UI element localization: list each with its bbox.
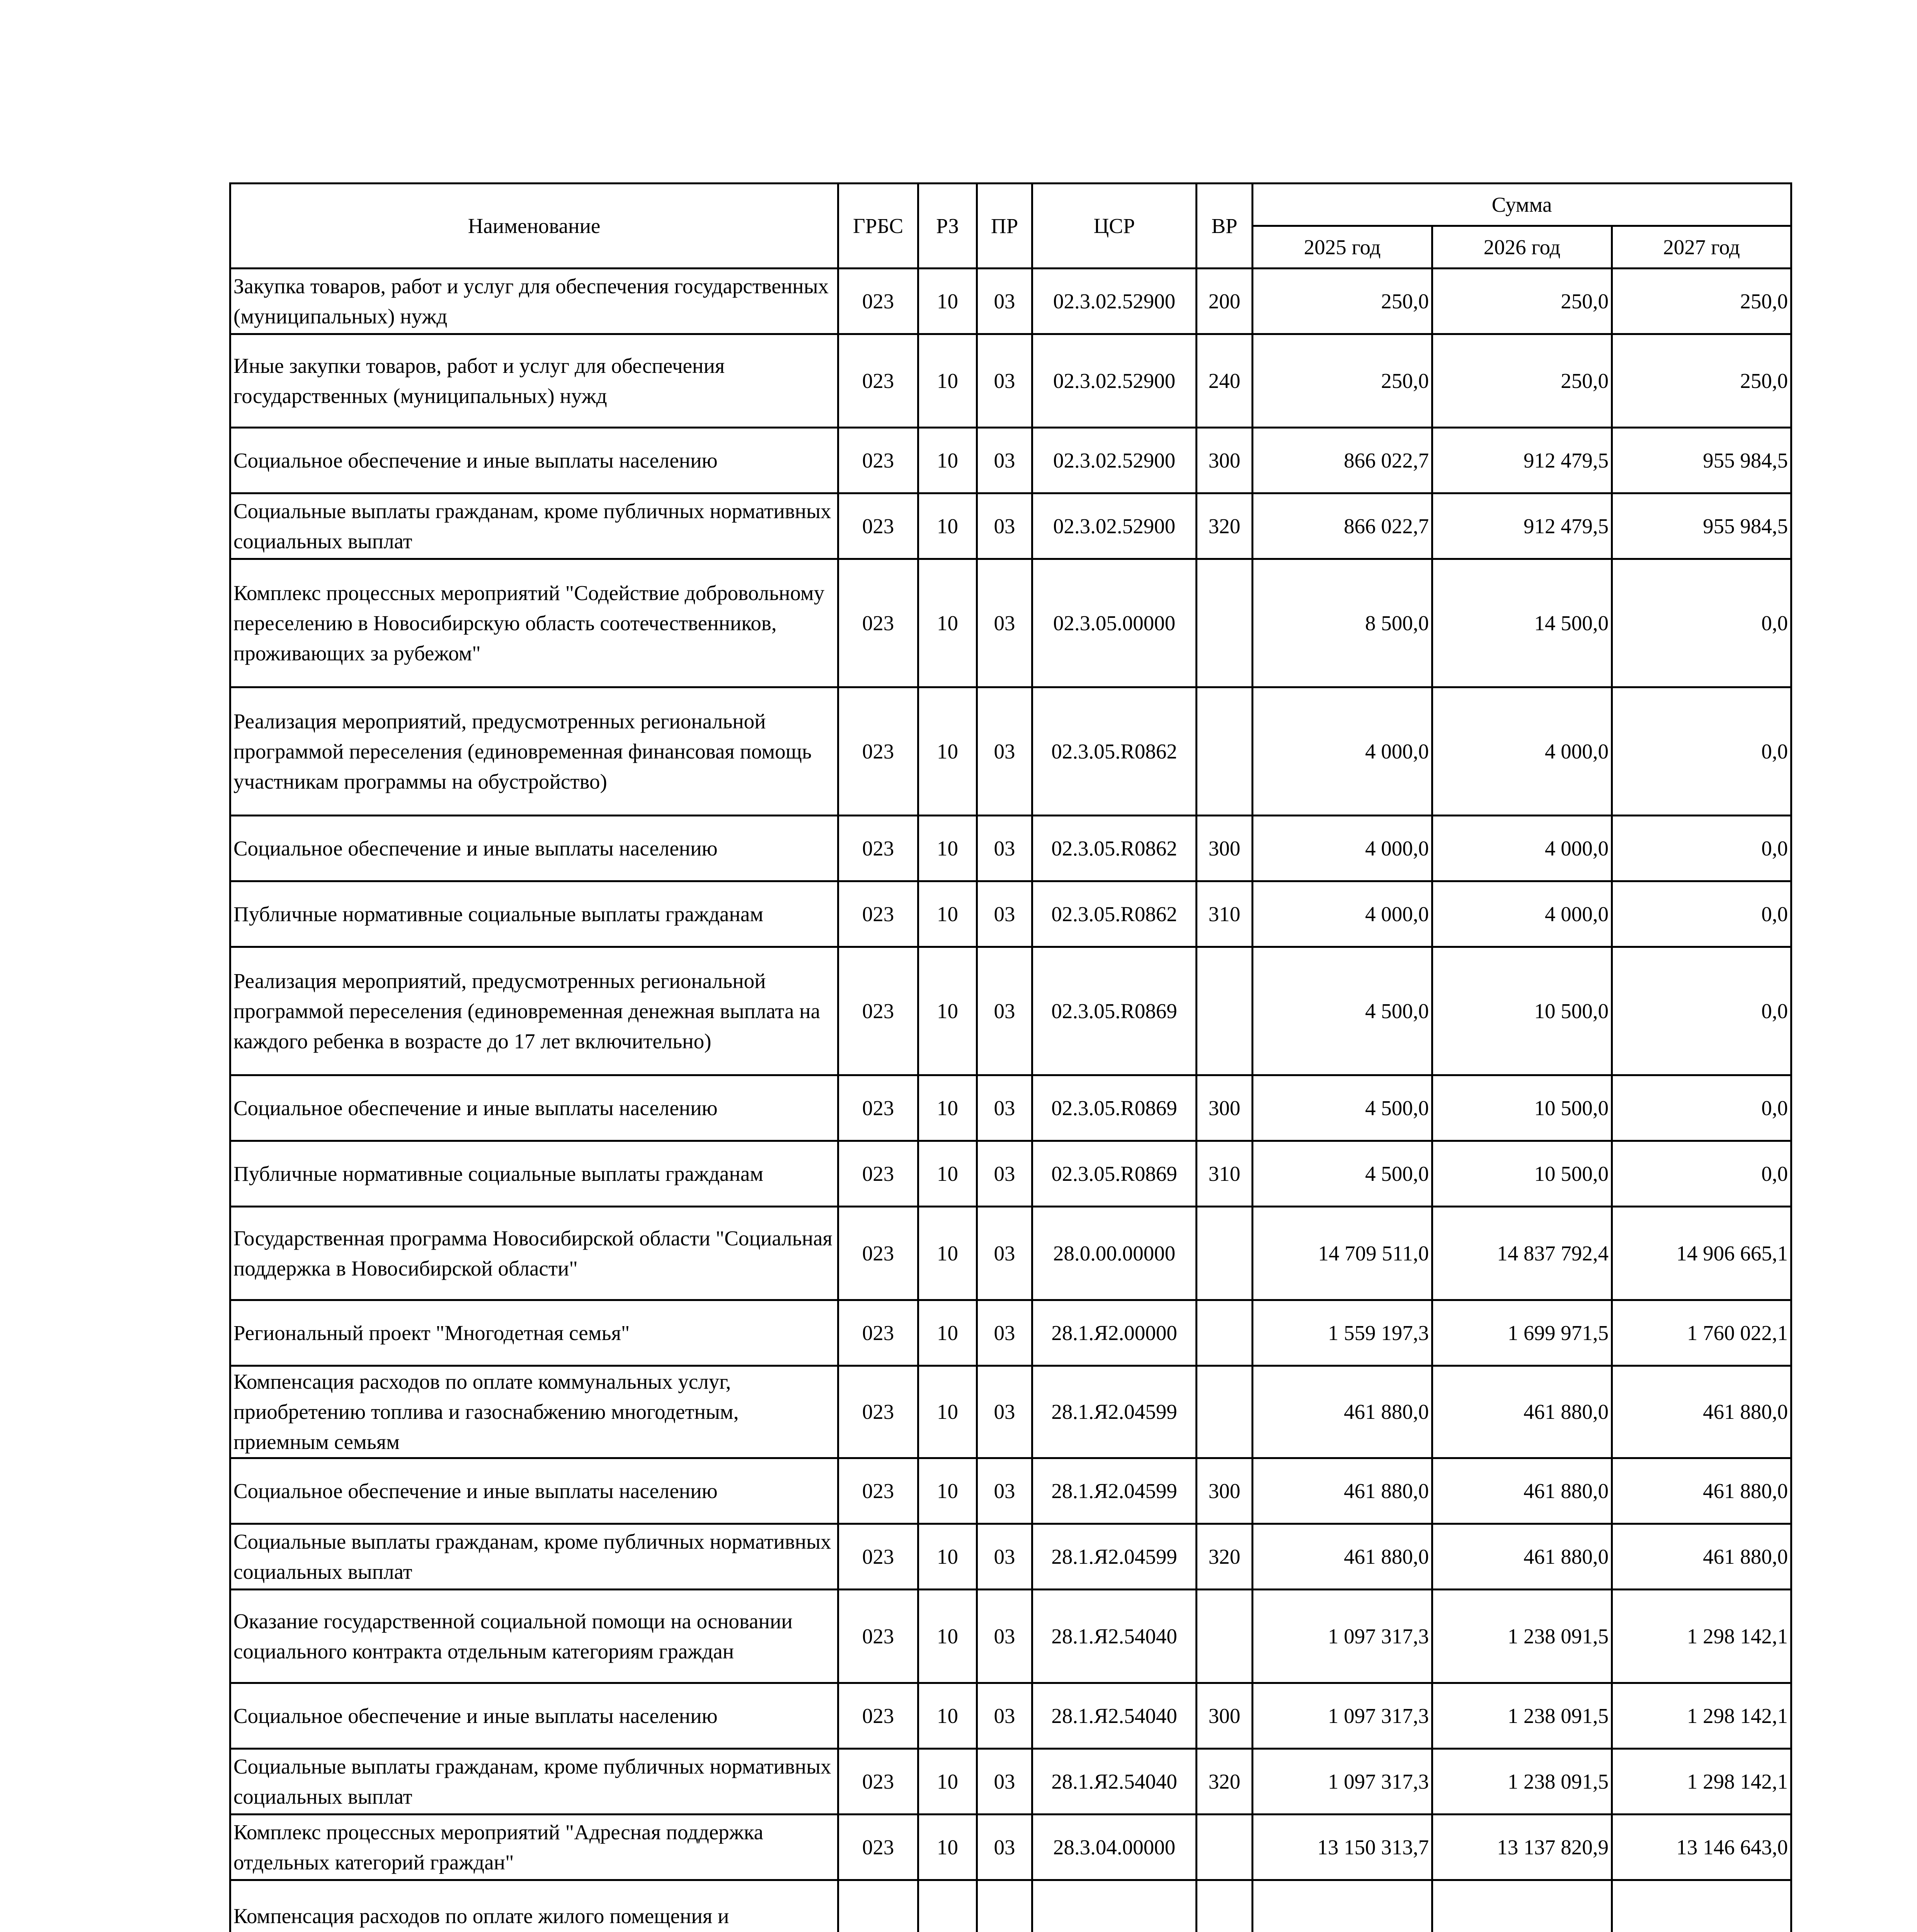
- header-name: Наименование: [230, 184, 838, 269]
- table-row: [230, 1815, 1791, 1880]
- cell-grbs: 023: [838, 947, 918, 1075]
- cell-2025: 4 000,0: [1253, 881, 1432, 947]
- cell-2027: 0,0: [1612, 1075, 1791, 1141]
- cell-vr: [1197, 1207, 1253, 1300]
- cell-2027: 1 298 142,1: [1612, 1590, 1791, 1683]
- cell-name: Социальное обеспечение и иные выплаты населению: [230, 428, 838, 493]
- cell-rz: 10: [918, 1749, 977, 1815]
- cell-rz: 10: [918, 1590, 977, 1683]
- cell-grbs: [838, 1880, 918, 1932]
- cell-2026: 461 880,0: [1432, 1366, 1612, 1458]
- cell-2026: 250,0: [1432, 334, 1612, 428]
- table-row: [230, 1300, 1791, 1366]
- cell-2027: 14 906 665,1: [1612, 1207, 1791, 1300]
- header-year-2026: 2026 год: [1432, 226, 1612, 269]
- cell-2027: 0,0: [1612, 559, 1791, 687]
- cell-grbs: 023: [838, 1141, 918, 1207]
- cell-2027: 461 880,0: [1612, 1366, 1791, 1458]
- table-row: [230, 881, 1791, 947]
- table-row: [230, 1207, 1791, 1300]
- cell-pr: 03: [977, 1590, 1032, 1683]
- table-row: [230, 493, 1791, 559]
- cell-2026: 1 238 091,5: [1432, 1683, 1612, 1749]
- cell-pr: 03: [977, 428, 1032, 493]
- cell-name: Реализация мероприятий, предусмотренных региональной программой переселения (единовременная денежная выплата на каждого ребенка в возрасте до 17 лет включительно): [230, 947, 838, 1075]
- table-row: [230, 1458, 1791, 1524]
- cell-pr: 03: [977, 881, 1032, 947]
- cell-2025: 1 097 317,3: [1253, 1749, 1432, 1815]
- cell-csr: 02.3.05.R0869: [1032, 947, 1197, 1075]
- cell-rz: 10: [918, 1458, 977, 1524]
- cell-name: Социальное обеспечение и иные выплаты населению: [230, 816, 838, 881]
- cell-pr: 03: [977, 1207, 1032, 1300]
- cell-name: Компенсация расходов по оплате жилого помещения и: [230, 1880, 838, 1932]
- cell-csr: 28.3.04.00000: [1032, 1815, 1197, 1880]
- cell-vr: [1197, 1880, 1253, 1932]
- cell-vr: [1197, 1590, 1253, 1683]
- cell-csr: 02.3.05.R0862: [1032, 687, 1197, 816]
- cell-csr: 02.3.05.R0869: [1032, 1141, 1197, 1207]
- cell-2025: 4 000,0: [1253, 687, 1432, 816]
- cell-grbs: 023: [838, 687, 918, 816]
- cell-2026: 461 880,0: [1432, 1524, 1612, 1590]
- cell-csr: 02.3.05.00000: [1032, 559, 1197, 687]
- cell-rz: 10: [918, 1683, 977, 1749]
- cell-vr: 300: [1197, 816, 1253, 881]
- header-grbs: ГРБС: [838, 184, 918, 269]
- cell-2025: 250,0: [1253, 334, 1432, 428]
- cell-2025: 866 022,7: [1253, 493, 1432, 559]
- cell-rz: 10: [918, 947, 977, 1075]
- cell-csr: [1032, 1880, 1197, 1932]
- cell-vr: [1197, 1815, 1253, 1880]
- cell-rz: 10: [918, 428, 977, 493]
- cell-2026: 10 500,0: [1432, 947, 1612, 1075]
- cell-2025: 8 500,0: [1253, 559, 1432, 687]
- cell-2026: 912 479,5: [1432, 493, 1612, 559]
- cell-vr: 300: [1197, 1075, 1253, 1141]
- cell-grbs: 023: [838, 269, 918, 334]
- cell-2026: 13 137 820,9: [1432, 1815, 1612, 1880]
- cell-name: Социальное обеспечение и иные выплаты населению: [230, 1458, 838, 1524]
- table-row: [230, 1524, 1791, 1590]
- cell-vr: 320: [1197, 1524, 1253, 1590]
- budget-table: [229, 182, 1792, 1932]
- cell-name: Социальное обеспечение и иные выплаты населению: [230, 1683, 838, 1749]
- header-pr: ПР: [977, 184, 1032, 269]
- cell-pr: 03: [977, 816, 1032, 881]
- cell-name: Публичные нормативные социальные выплаты гражданам: [230, 1141, 838, 1207]
- cell-grbs: 023: [838, 1366, 918, 1458]
- cell-2025: 461 880,0: [1253, 1524, 1432, 1590]
- cell-2026: 4 000,0: [1432, 687, 1612, 816]
- cell-csr: 28.1.Я2.00000: [1032, 1300, 1197, 1366]
- cell-2027: 955 984,5: [1612, 428, 1791, 493]
- cell-name: Иные закупки товаров, работ и услуг для обеспечения государственных (муниципальных) нужд: [230, 334, 838, 428]
- cell-pr: 03: [977, 269, 1032, 334]
- cell-pr: 03: [977, 334, 1032, 428]
- cell-2025: 1 559 197,3: [1253, 1300, 1432, 1366]
- cell-pr: 03: [977, 1683, 1032, 1749]
- cell-name: Государственная программа Новосибирской области "Социальная поддержка в Новосибирской области": [230, 1207, 838, 1300]
- cell-name: Комплекс процессных мероприятий "Адресная поддержка отдельных категорий граждан": [230, 1815, 838, 1880]
- table-row: [230, 334, 1791, 428]
- cell-2026: 1 699 971,5: [1432, 1300, 1612, 1366]
- cell-pr: 03: [977, 1749, 1032, 1815]
- cell-grbs: 023: [838, 1207, 918, 1300]
- cell-pr: 03: [977, 1075, 1032, 1141]
- cell-csr: 02.3.02.52900: [1032, 428, 1197, 493]
- cell-2025: 866 022,7: [1253, 428, 1432, 493]
- header-rz: РЗ: [918, 184, 977, 269]
- cell-2025: 461 880,0: [1253, 1366, 1432, 1458]
- cell-csr: 02.3.02.52900: [1032, 334, 1197, 428]
- cell-2026: 10 500,0: [1432, 1075, 1612, 1141]
- cell-2027: 0,0: [1612, 687, 1791, 816]
- cell-grbs: 023: [838, 1300, 918, 1366]
- table-row: [230, 1749, 1791, 1815]
- cell-grbs: 023: [838, 881, 918, 947]
- cell-vr: [1197, 687, 1253, 816]
- table-row: [230, 947, 1791, 1075]
- table-row: [230, 1880, 1791, 1932]
- cell-2025: 1 097 317,3: [1253, 1683, 1432, 1749]
- cell-pr: 03: [977, 1366, 1032, 1458]
- cell-2026: 4 000,0: [1432, 881, 1612, 947]
- table-row: [230, 687, 1791, 816]
- cell-name: Социальные выплаты гражданам, кроме публичных нормативных социальных выплат: [230, 1749, 838, 1815]
- cell-pr: 03: [977, 947, 1032, 1075]
- cell-2027: 250,0: [1612, 269, 1791, 334]
- cell-pr: 03: [977, 687, 1032, 816]
- cell-grbs: 023: [838, 1590, 918, 1683]
- table-row: [230, 1366, 1791, 1458]
- cell-rz: 10: [918, 881, 977, 947]
- cell-2027: 955 984,5: [1612, 493, 1791, 559]
- cell-2026: 1 238 091,5: [1432, 1590, 1612, 1683]
- cell-2027: 1 760 022,1: [1612, 1300, 1791, 1366]
- cell-vr: 240: [1197, 334, 1253, 428]
- cell-name: Комплекс процессных мероприятий "Содействие добровольному переселению в Новосибирскую область соотечественников, проживающих за рубежом": [230, 559, 838, 687]
- cell-2026: 10 500,0: [1432, 1141, 1612, 1207]
- cell-rz: 10: [918, 1300, 977, 1366]
- cell-rz: 10: [918, 493, 977, 559]
- cell-pr: 03: [977, 1300, 1032, 1366]
- cell-2027: 13 146 643,0: [1612, 1815, 1791, 1880]
- cell-rz: 10: [918, 269, 977, 334]
- cell-rz: [918, 1880, 977, 1932]
- cell-2025: 4 500,0: [1253, 1075, 1432, 1141]
- cell-2027: 0,0: [1612, 1141, 1791, 1207]
- table-row: [230, 1683, 1791, 1749]
- cell-csr: 28.1.Я2.54040: [1032, 1683, 1197, 1749]
- cell-vr: 300: [1197, 1683, 1253, 1749]
- cell-rz: 10: [918, 816, 977, 881]
- cell-2026: 250,0: [1432, 269, 1612, 334]
- cell-grbs: 023: [838, 428, 918, 493]
- table-row: [230, 1141, 1791, 1207]
- cell-vr: 320: [1197, 493, 1253, 559]
- cell-vr: 300: [1197, 428, 1253, 493]
- cell-vr: 310: [1197, 881, 1253, 947]
- cell-name: Социальные выплаты гражданам, кроме публичных нормативных социальных выплат: [230, 1524, 838, 1590]
- cell-rz: 10: [918, 1366, 977, 1458]
- cell-2027: 461 880,0: [1612, 1458, 1791, 1524]
- cell-rz: 10: [918, 559, 977, 687]
- cell-grbs: 023: [838, 816, 918, 881]
- cell-vr: [1197, 947, 1253, 1075]
- cell-pr: 03: [977, 1815, 1032, 1880]
- cell-grbs: 023: [838, 1683, 918, 1749]
- cell-2027: 1 298 142,1: [1612, 1749, 1791, 1815]
- cell-csr: 02.3.05.R0862: [1032, 816, 1197, 881]
- header-year-2025: 2025 год: [1253, 226, 1432, 269]
- cell-2027: [1612, 1880, 1791, 1932]
- cell-pr: 03: [977, 1141, 1032, 1207]
- cell-2025: 461 880,0: [1253, 1458, 1432, 1524]
- table-body: [230, 269, 1791, 1932]
- cell-2027: 1 298 142,1: [1612, 1683, 1791, 1749]
- cell-csr: 28.1.Я2.54040: [1032, 1749, 1197, 1815]
- cell-rz: 10: [918, 1141, 977, 1207]
- cell-vr: [1197, 559, 1253, 687]
- cell-2026: [1432, 1880, 1612, 1932]
- cell-2025: 4 500,0: [1253, 1141, 1432, 1207]
- cell-csr: 28.1.Я2.04599: [1032, 1458, 1197, 1524]
- cell-name: Закупка товаров, работ и услуг для обеспечения государственных (муниципальных) нужд: [230, 269, 838, 334]
- cell-2026: 14 500,0: [1432, 559, 1612, 687]
- cell-name: Региональный проект "Многодетная семья": [230, 1300, 838, 1366]
- table-row: [230, 559, 1791, 687]
- cell-grbs: 023: [838, 1524, 918, 1590]
- cell-2026: 14 837 792,4: [1432, 1207, 1612, 1300]
- cell-grbs: 023: [838, 1749, 918, 1815]
- cell-vr: 310: [1197, 1141, 1253, 1207]
- cell-rz: 10: [918, 1815, 977, 1880]
- cell-grbs: 023: [838, 493, 918, 559]
- cell-vr: 300: [1197, 1458, 1253, 1524]
- cell-grbs: 023: [838, 334, 918, 428]
- cell-2025: 1 097 317,3: [1253, 1590, 1432, 1683]
- cell-2025: [1253, 1880, 1432, 1932]
- cell-csr: 02.3.05.R0862: [1032, 881, 1197, 947]
- cell-2025: 4 500,0: [1253, 947, 1432, 1075]
- header-year-2027: 2027 год: [1612, 226, 1791, 269]
- cell-csr: 28.1.Я2.04599: [1032, 1366, 1197, 1458]
- cell-vr: [1197, 1366, 1253, 1458]
- cell-2027: 250,0: [1612, 334, 1791, 428]
- header-sum: Сумма: [1253, 184, 1791, 226]
- cell-2026: 912 479,5: [1432, 428, 1612, 493]
- cell-name: Оказание государственной социальной помощи на основании социального контракта отдельным категориям граждан: [230, 1590, 838, 1683]
- cell-2027: 461 880,0: [1612, 1524, 1791, 1590]
- cell-csr: 02.3.02.52900: [1032, 269, 1197, 334]
- cell-pr: 03: [977, 1458, 1032, 1524]
- cell-2026: 1 238 091,5: [1432, 1749, 1612, 1815]
- cell-2027: 0,0: [1612, 816, 1791, 881]
- cell-2026: 4 000,0: [1432, 816, 1612, 881]
- cell-grbs: 023: [838, 1075, 918, 1141]
- table-row: [230, 816, 1791, 881]
- cell-name: Социальные выплаты гражданам, кроме публичных нормативных социальных выплат: [230, 493, 838, 559]
- cell-grbs: 023: [838, 559, 918, 687]
- cell-csr: 02.3.02.52900: [1032, 493, 1197, 559]
- cell-rz: 10: [918, 1075, 977, 1141]
- cell-name: Компенсация расходов по оплате коммунальных услуг, приобретению топлива и газоснабжению многодетным, приемным семьям: [230, 1366, 838, 1458]
- cell-csr: 28.1.Я2.04599: [1032, 1524, 1197, 1590]
- cell-rz: 10: [918, 334, 977, 428]
- cell-vr: [1197, 1300, 1253, 1366]
- cell-2026: 461 880,0: [1432, 1458, 1612, 1524]
- table-row: [230, 428, 1791, 493]
- table-row: [230, 1075, 1791, 1141]
- cell-rz: 10: [918, 1207, 977, 1300]
- cell-pr: [977, 1880, 1032, 1932]
- cell-2025: 4 000,0: [1253, 816, 1432, 881]
- cell-rz: 10: [918, 1524, 977, 1590]
- cell-pr: 03: [977, 493, 1032, 559]
- cell-name: Публичные нормативные социальные выплаты гражданам: [230, 881, 838, 947]
- cell-2025: 250,0: [1253, 269, 1432, 334]
- cell-2025: 13 150 313,7: [1253, 1815, 1432, 1880]
- cell-csr: 28.1.Я2.54040: [1032, 1590, 1197, 1683]
- cell-2025: 14 709 511,0: [1253, 1207, 1432, 1300]
- header-csr: ЦСР: [1032, 184, 1197, 269]
- table-row: [230, 269, 1791, 334]
- cell-pr: 03: [977, 559, 1032, 687]
- cell-name: Социальное обеспечение и иные выплаты населению: [230, 1075, 838, 1141]
- header-vr: ВР: [1197, 184, 1253, 269]
- cell-csr: 28.0.00.00000: [1032, 1207, 1197, 1300]
- cell-vr: 320: [1197, 1749, 1253, 1815]
- cell-name: Реализация мероприятий, предусмотренных региональной программой переселения (единовременная финансовая помощь участникам программы на обустройство): [230, 687, 838, 816]
- cell-vr: 200: [1197, 269, 1253, 334]
- table-row: [230, 1590, 1791, 1683]
- cell-grbs: 023: [838, 1458, 918, 1524]
- cell-grbs: 023: [838, 1815, 918, 1880]
- cell-pr: 03: [977, 1524, 1032, 1590]
- cell-csr: 02.3.05.R0869: [1032, 1075, 1197, 1141]
- cell-rz: 10: [918, 687, 977, 816]
- cell-2027: 0,0: [1612, 881, 1791, 947]
- cell-2027: 0,0: [1612, 947, 1791, 1075]
